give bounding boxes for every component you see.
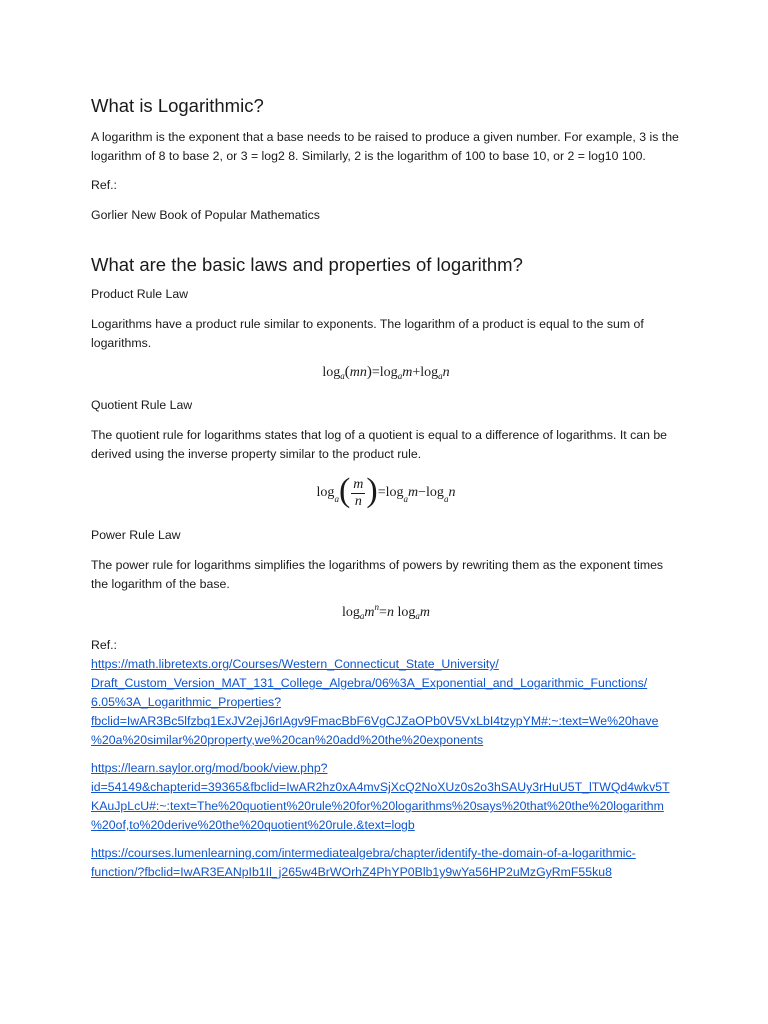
quotient-rule-title: Quotient Rule Law — [91, 398, 193, 412]
power-rule-formula: $\log_am^n=n$ $\log_am$ — [342, 602, 430, 621]
product-rule-description: Logarithms have a product rule similar to exponents. The logarithm of a product is equal to the sum of logarithms. — [91, 317, 644, 350]
power-rule-description: The power rule for logarithms simplifies the logarithms of powers by rewriting them as the exponent times the logarithm of the base. — [91, 558, 664, 591]
intro-paragraph: A logarithm is the exponent that a base needs to be raised to produce a given number. For example, 3 is the logarithm of 8 to base 2, or 3 = log2 8. Similarly, 2 is the logarithm of 100 to base 10, or 2 = log10 100. — [91, 130, 679, 163]
ref-link-libretexts[interactable]: https://math.libretexts.org/Courses/Western_Connecticut_State_University/ Draft_Custom_Version_MAT_131_College_Algebra/06%3A_Exponential_and_Logarithmic_Functions/ 6.05%3A_Logarithmic_Properties? fbclid=IwAR3Bc5lfzbq1ExJV2ejJ6rIAgv9FmacBbF6VgCJZaOPb0V5VxLbI4tzypYM#:~:text=We%20have %20a%20similar%20property,we%20can%20add%20the%20exponents — [91, 657, 659, 747]
ref-book: Gorlier New Book of Popular Mathematics — [91, 208, 320, 222]
quotient-rule-formula: log a ( $\frac{m}{n}$ ) = log a m − log a n — [316, 472, 456, 509]
power-rule-title: Power Rule Law — [91, 528, 181, 542]
section-heading-basic-laws: What are the basic laws and properties of logarithm? — [91, 254, 523, 275]
ref-label: Ref.: — [91, 178, 117, 192]
section-heading-what-is-logarithmic: What is Logarithmic? — [91, 95, 264, 116]
quotient-rule-description: The quotient rule for logarithms states that log of a quotient is equal to a difference of logarithms. It can be derived using the inverse property similar to the product rule. — [91, 428, 668, 461]
product-rule-title: Product Rule Law — [91, 287, 189, 301]
ref-link-saylor[interactable]: https://learn.saylor.org/mod/book/view.php? id=54149&chapterid=39365&fbclid=IwAR2hz0xA4mvSjXcQ2NoXUz0s2o3hSAUy3rHuU5T_lTWQd4wkv5T KAuJpLcU#:~:text=The%20quotient%20rule%20for%20logarithms%20says%20that%20the%20logarithm %20of,to%20derive%20the%20quotient%20rule.&text=logb — [91, 761, 670, 832]
product-rule-formula: $\log_a(mn)=\log_am+\log_an$ — [322, 364, 450, 381]
refs-label: Ref.: — [91, 638, 117, 652]
ref-link-lumenlearning[interactable]: https://courses.lumenlearning.com/intermediatealgebra/chapter/identify-the-domain-of-a-logarithmic- function/?fbclid=IwAR3EANpIb1Il_j265w4BrWOrhZ4PhYP0Blb1y9wYa56HP2uMzGyRmF55ku8 — [91, 846, 636, 879]
document-page — [91, 94, 681, 891]
